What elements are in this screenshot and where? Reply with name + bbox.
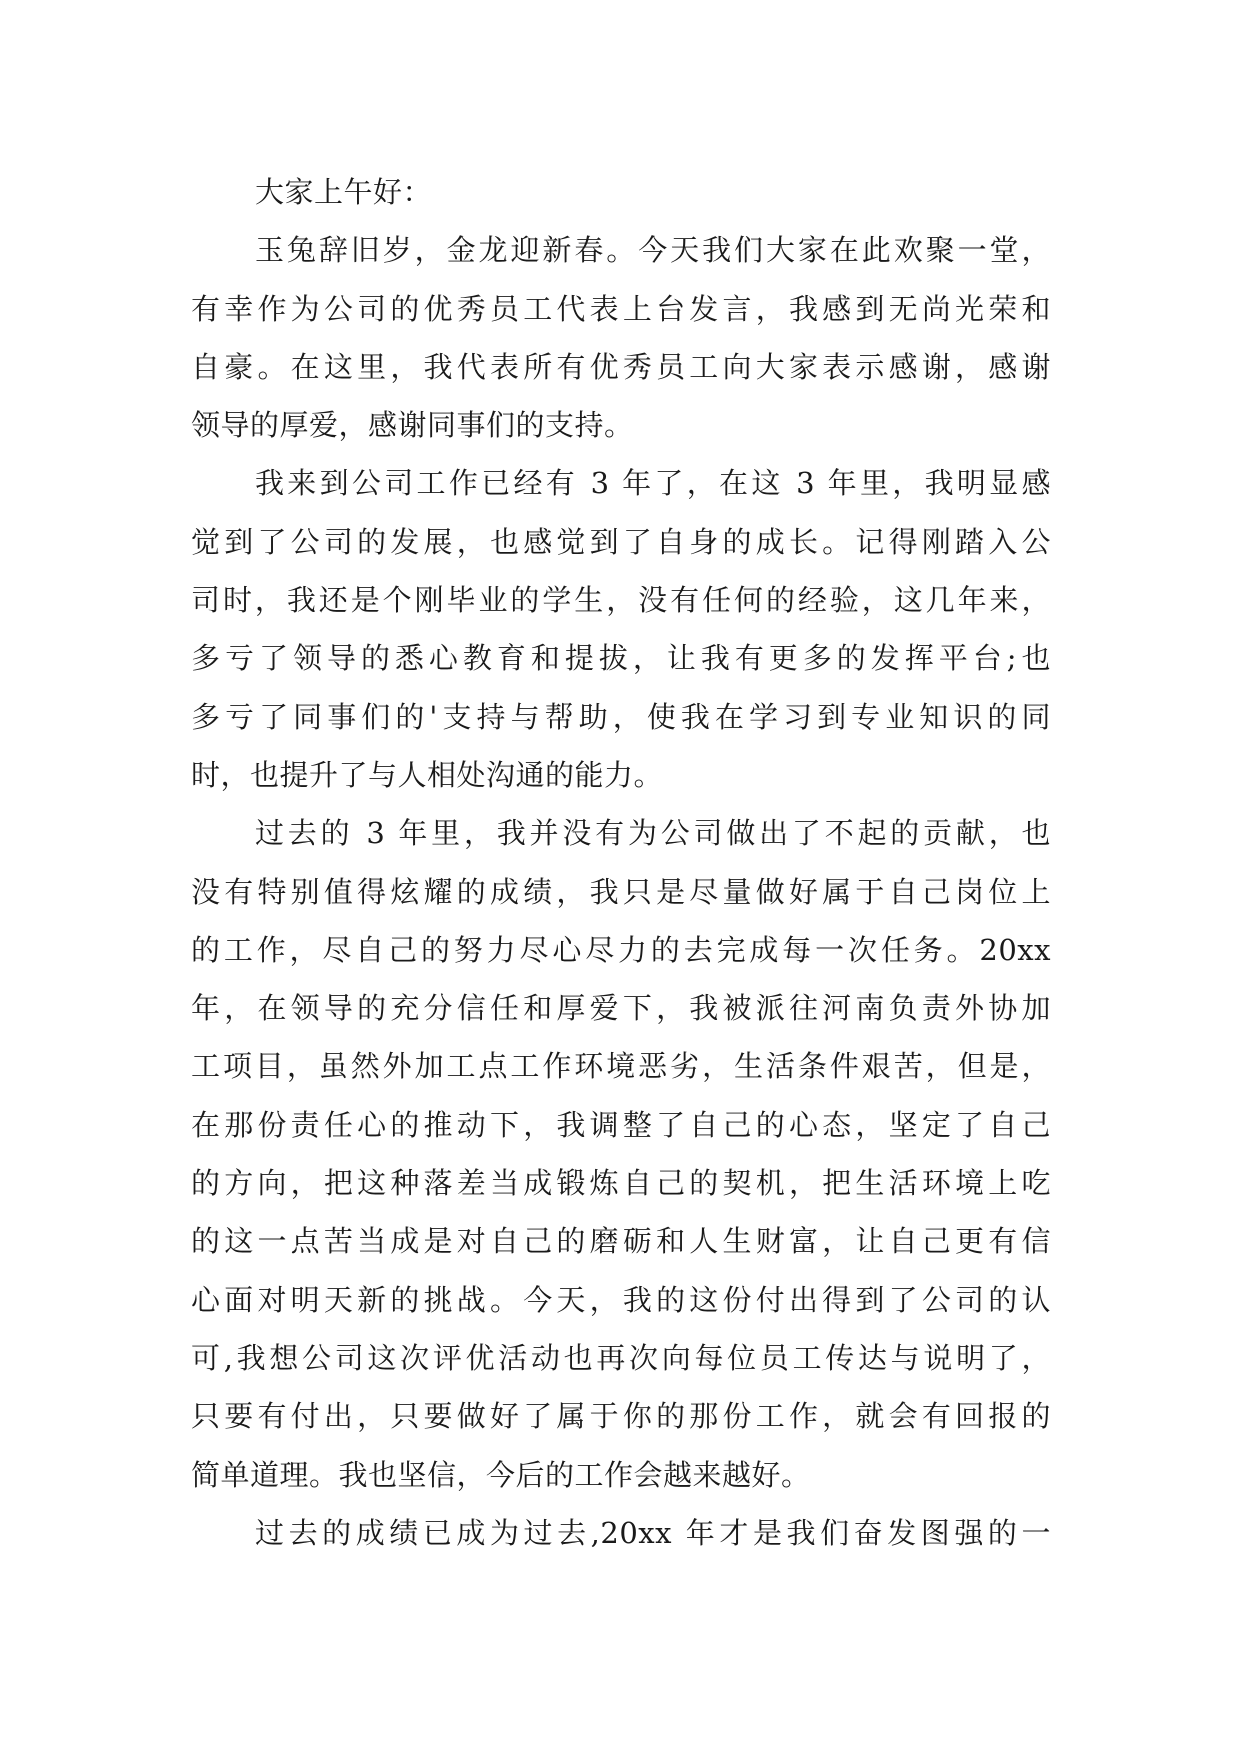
text-line: 有幸作为公司的优秀员工代表上台发言，我感到无尚光荣和 [191, 291, 1051, 326]
text-line: 的这一点苦当成是对自己的磨砺和人生财富，让自己更有信 [191, 1224, 1051, 1259]
text-line: 没有特别值得炫耀的成绩，我只是尽量做好属于自己岗位上 [191, 874, 1051, 909]
paragraph-contribution [191, 804, 1051, 1504]
text-line: 时，也提升了与人相处沟通的能力。 [191, 757, 664, 792]
text-line: 工项目，虽然外加工点工作环境恶劣，生活条件艰苦，但是， [191, 1049, 1051, 1084]
text-line: 领导的厚爱，感谢同事们的支持。 [191, 408, 634, 443]
text-line: 司时，我还是个刚毕业的学生，没有任何的经验，这几年来， [191, 583, 1051, 618]
text-line: 多亏了同事们的'支持与帮助，使我在学习到专业知识的同 [191, 699, 1051, 734]
paragraph-greeting [191, 163, 1051, 221]
text-line: 心面对明天新的挑战。今天，我的这份付出得到了公司的认 [191, 1282, 1051, 1317]
text-line: 觉到了公司的发展，也感觉到了自身的成长。记得刚踏入公 [191, 524, 1051, 559]
text-line: 自豪。在这里，我代表所有优秀员工向大家表示感谢，感谢 [191, 349, 1051, 384]
text-line: 玉兔辞旧岁，金龙迎新春。今天我们大家在此欢聚一堂， [255, 233, 1051, 268]
text-line: 过去的成绩已成为过去,20xx 年才是我们奋发图强的一 [255, 1515, 1051, 1550]
text-line: 多亏了领导的悉心教育和提拔，让我有更多的发挥平台;也 [191, 641, 1051, 676]
text-line: 大家上午好： [255, 175, 433, 209]
text-line: 过去的 3 年里，我并没有为公司做出了不起的贡献，也 [255, 816, 1051, 851]
text-line: 可,我想公司这次评优活动也再次向每位员工传达与说明了， [191, 1340, 1051, 1375]
document-body [191, 163, 1051, 1562]
paragraph-experience [191, 454, 1051, 804]
text-line: 在那份责任心的推动下，我调整了自己的心态，坚定了自己 [191, 1107, 1051, 1142]
paragraph-future [191, 1504, 1051, 1562]
text-line: 简单道理。我也坚信，今后的工作会越来越好。 [191, 1457, 811, 1492]
text-line: 我来到公司工作已经有 3 年了，在这 3 年里，我明显感 [255, 466, 1051, 501]
text-line: 只要有付出，只要做好了属于你的那份工作，就会有回报的 [191, 1399, 1051, 1434]
text-line: 的方向，把这种落差当成锻炼自己的契机，把生活环境上吃 [191, 1166, 1051, 1201]
paragraph-opening [191, 221, 1051, 454]
text-line: 年，在领导的充分信任和厚爱下，我被派往河南负责外协加 [191, 991, 1051, 1026]
text-line: 的工作，尽自己的努力尽心尽力的去完成每一次任务。20xx [191, 932, 1051, 967]
